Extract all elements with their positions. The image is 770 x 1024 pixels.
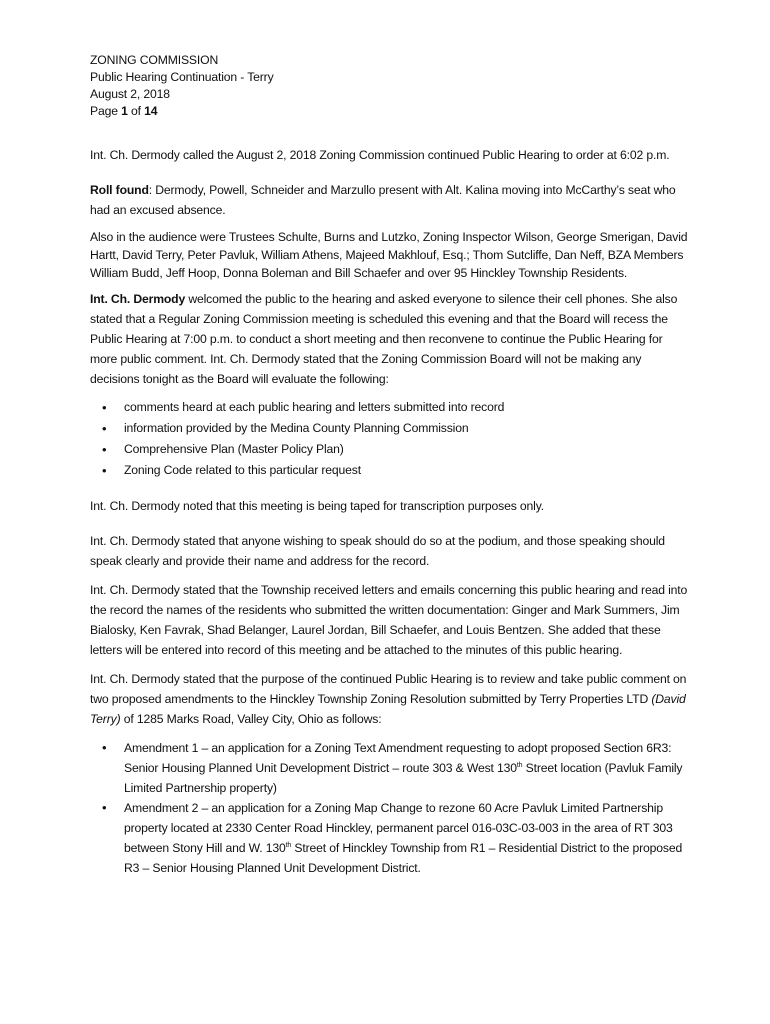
document-header xyxy=(90,52,688,120)
paragraph-letters: Int. Ch. Dermody stated that the Township received letters and emails concerning this public hearing and read into the record the names of the residents who submitted the written documentation: Ginger and Mark Summers, Jim Bialosky, Ken Favrak, Shad Belanger, Laurel Jordan, Bill Schaefer, and Louis Bentzen. She added that these letters will be entered into record of this meeting and be attached to the minutes of this public hearing. xyxy=(90,583,688,658)
page-current: 1 xyxy=(121,104,128,118)
paragraph-podium: Int. Ch. Dermody stated that anyone wishing to speak should do so at the podium, and those speaking should speak clearly and provide their name and address for the record. xyxy=(90,534,665,569)
header-title: ZONING COMMISSION xyxy=(90,53,219,67)
header-page-number xyxy=(90,103,688,120)
roll-found-text: : Dermody, Powell, Schneider and Marzullo present with Alt. Kalina moving into McCarthy’s seat who had an excused absence. xyxy=(90,183,676,217)
list-item: • information provided by the Medina County Planning Commission xyxy=(90,418,688,439)
purpose-text: Int. Ch. Dermody stated that the purpose of the continued Public Hearing is to review and take public comment on two proposed amendments to the Hinckley Township Zoning Resolution submitted by Terry Properties LTD xyxy=(90,672,687,707)
page-prefix: Page xyxy=(90,104,122,118)
page-total: 14 xyxy=(144,104,158,118)
amendment-2-text-end: Street of Hinckley Township from R1 – Residential District to the proposed R3 – Senior Housing Planned Unit Development District. xyxy=(124,841,683,876)
roll-found-label: Roll found xyxy=(90,183,149,197)
paragraph-taping: Int. Ch. Dermody noted that this meeting is being taped for transcription purposes only. xyxy=(90,499,545,514)
document-page xyxy=(90,52,688,878)
list-item-amendment-1 xyxy=(90,738,688,798)
purpose-text-end: of 1285 Marks Road, Valley City, Ohio as follows: xyxy=(120,712,382,727)
list-item-amendment-2 xyxy=(90,798,688,878)
paragraph-call-to-order: Int. Ch. Dermody called the August 2, 2018 Zoning Commission continued Public Hearing to order at 6:02 p.m. xyxy=(90,148,670,162)
list-item: • comments heard at each public hearing and letters submitted into record xyxy=(90,397,688,418)
paragraph-purpose xyxy=(90,669,688,729)
amendment-2-text: Amendment 2 – an application for a Zoning Map Change to rezone 60 Acre Pavluk Limited Partnership property located at 2330 Center Road Hinckley, permanent parcel 016-03C-03-003 in the area of RT 303 between Stony Hill and W. 130 xyxy=(124,801,673,856)
ordinal-suffix: th xyxy=(285,842,292,850)
page-of: of xyxy=(127,104,145,118)
purpose-applicant: (David Terry) xyxy=(90,692,686,727)
evaluation-list xyxy=(90,397,688,481)
welcome-label: Int. Ch. Dermody xyxy=(90,292,186,307)
amendments-list xyxy=(90,738,688,878)
ordinal-suffix: th xyxy=(516,762,523,770)
list-item: • Zoning Code related to this particular request xyxy=(90,460,688,481)
amendment-1-text: Amendment 1 – an application for a Zoning Text Amendment requesting to adopt proposed Section 6R3: Senior Housing Planned Unit Development District – route 303 & West 130 xyxy=(124,741,672,776)
welcome-text: welcomed the public to the hearing and asked everyone to silence their cell phones. She also stated that a Regular Zoning Commission meeting is scheduled this evening and that the Board will recess the Public Hearing at 7:00 p.m. to conduct a short meeting and then reconvene to continue the Public Hearing for more public comment. Int. Ch. Dermody stated that the Zoning Commission Board will not be making any decisions tonight as the Board will evaluate the following: xyxy=(90,292,678,387)
header-date: August 2, 2018 xyxy=(90,87,170,101)
paragraph-audience: Also in the audience were Trustees Schulte, Burns and Lutzko, Zoning Inspector Wilson, George Smerigan, David Hartt, David Terry, Peter Pavluk, William Athens, Majeed Makhlouf, Esq.; Thom Sutcliffe, Dan Neff, BZA Members William Budd, Jeff Hoop, Donna Boleman and Bill Schaefer and over 95 Hinckley Township Residents. xyxy=(90,230,688,280)
header-subtitle: Public Hearing Continuation - Terry xyxy=(90,70,274,84)
paragraph-welcome xyxy=(90,289,688,389)
amendment-1-text-end: Street location (Pavluk Family Limited Partnership property) xyxy=(124,761,683,796)
paragraph-roll-found xyxy=(90,180,688,220)
list-item: • Comprehensive Plan (Master Policy Plan) xyxy=(90,439,688,460)
